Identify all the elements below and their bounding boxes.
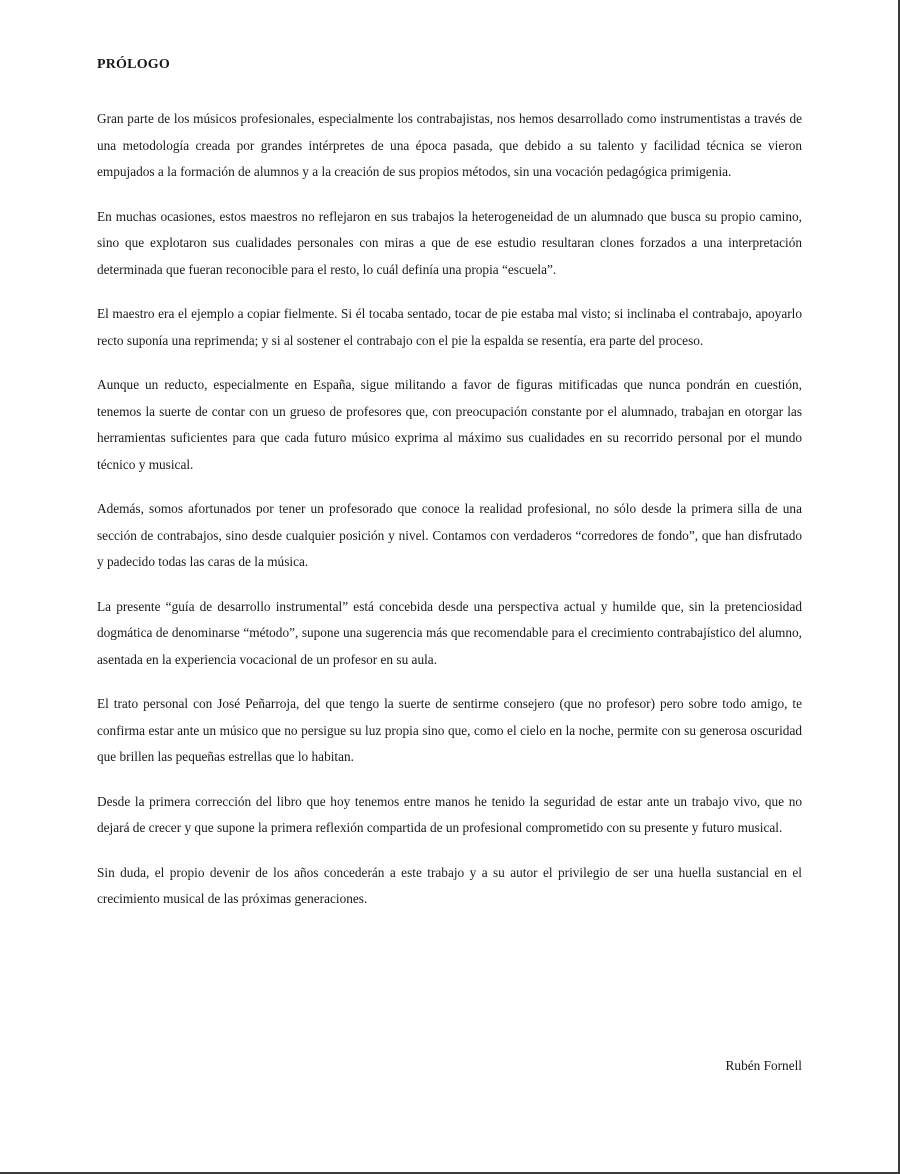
paragraph: La presente “guía de desarrollo instrumental” está concebida desde una perspectiva actual y humilde que, sin la pretenciosidad dogmática de denominarse “método”, supone una sugerencia más que recomendable para el crecimiento contrabajístico del alumno, asentada en la experiencia vocacional de un profesor en su aula. (97, 598, 802, 667)
page-title: PRÓLOGO (97, 57, 170, 72)
paragraph: Además, somos afortunados por tener un profesorado que conoce la realidad profesional, no sólo desde la primera silla de una sección de contrabajos, sino desde cualquier posición y nivel. Contamos con verdaderos “corredores de fondo”, que han disfrutado y padecido todas las caras de la música. (97, 501, 802, 569)
paragraph: El maestro era el ejemplo a copiar fielmente. Si él tocaba sentado, tocar de pie estaba mal visto; si inclinaba el contrabajo, apoyarlo recto suponía una reprimenda; y si al sostener el contrabajo con el pie la espalda se resentía, era parte del proceso. (97, 306, 802, 348)
prologue-body (97, 106, 802, 931)
paragraph: Sin duda, el propio devenir de los años concederán a este trabajo y a su autor el privilegio de ser una huella sustancial en el crecimiento musical de las próximas generaciones. (97, 864, 802, 906)
paragraph: El trato personal con José Peñarroja, del que tengo la suerte de sentirme consejero (que no profesor) pero sobre todo amigo, te confirma estar ante un músico que no persigue su luz propia sino que, como el cielo en la noche, permite con su generosa oscuridad que brillen las pequeñas estrellas que lo habitan. (97, 696, 802, 764)
author-signature: Rubén Fornell (725, 1058, 802, 1073)
paragraph: Gran parte de los músicos profesionales, especialmente los contrabajistas, nos hemos desarrollado como instrumentistas a través de una metodología creada por grandes intérpretes de una época pasada, que debido a su talento y facilidad técnica se vieron empujados a la formación de alumnos y a la creación de sus propios métodos, sin una vocación pedagógica primigenia. (97, 111, 802, 179)
paragraph: Desde la primera corrección del libro que hoy tenemos entre manos he tenido la seguridad de estar ante un trabajo vivo, que no dejará de crecer y que supone la primera reflexión compartida de un profesional comprometido con su presente y futuro musical. (97, 793, 802, 835)
paragraph: Aunque un reducto, especialmente en España, sigue militando a favor de figuras mitificadas que nunca pondrán en cuestión, tenemos la suerte de contar con un grueso de profesores que, con preocupación constante por el alumnado, trabajan en otorgar las herramientas suficientes para que cada futuro músico exprima al máximo sus cualidades en su recorrido personal por el mundo técnico y musical. (97, 377, 802, 472)
paragraph: En muchas ocasiones, estos maestros no reflejaron en sus trabajos la heterogeneidad de un alumnado que busca su propio camino, sino que explotaron sus cualidades personales con miras a que de ese estudio resultaran clones forzados a una interpretación determinada que fueran reconocible para el resto, lo cuál definía una propia “escuela”. (97, 208, 802, 277)
